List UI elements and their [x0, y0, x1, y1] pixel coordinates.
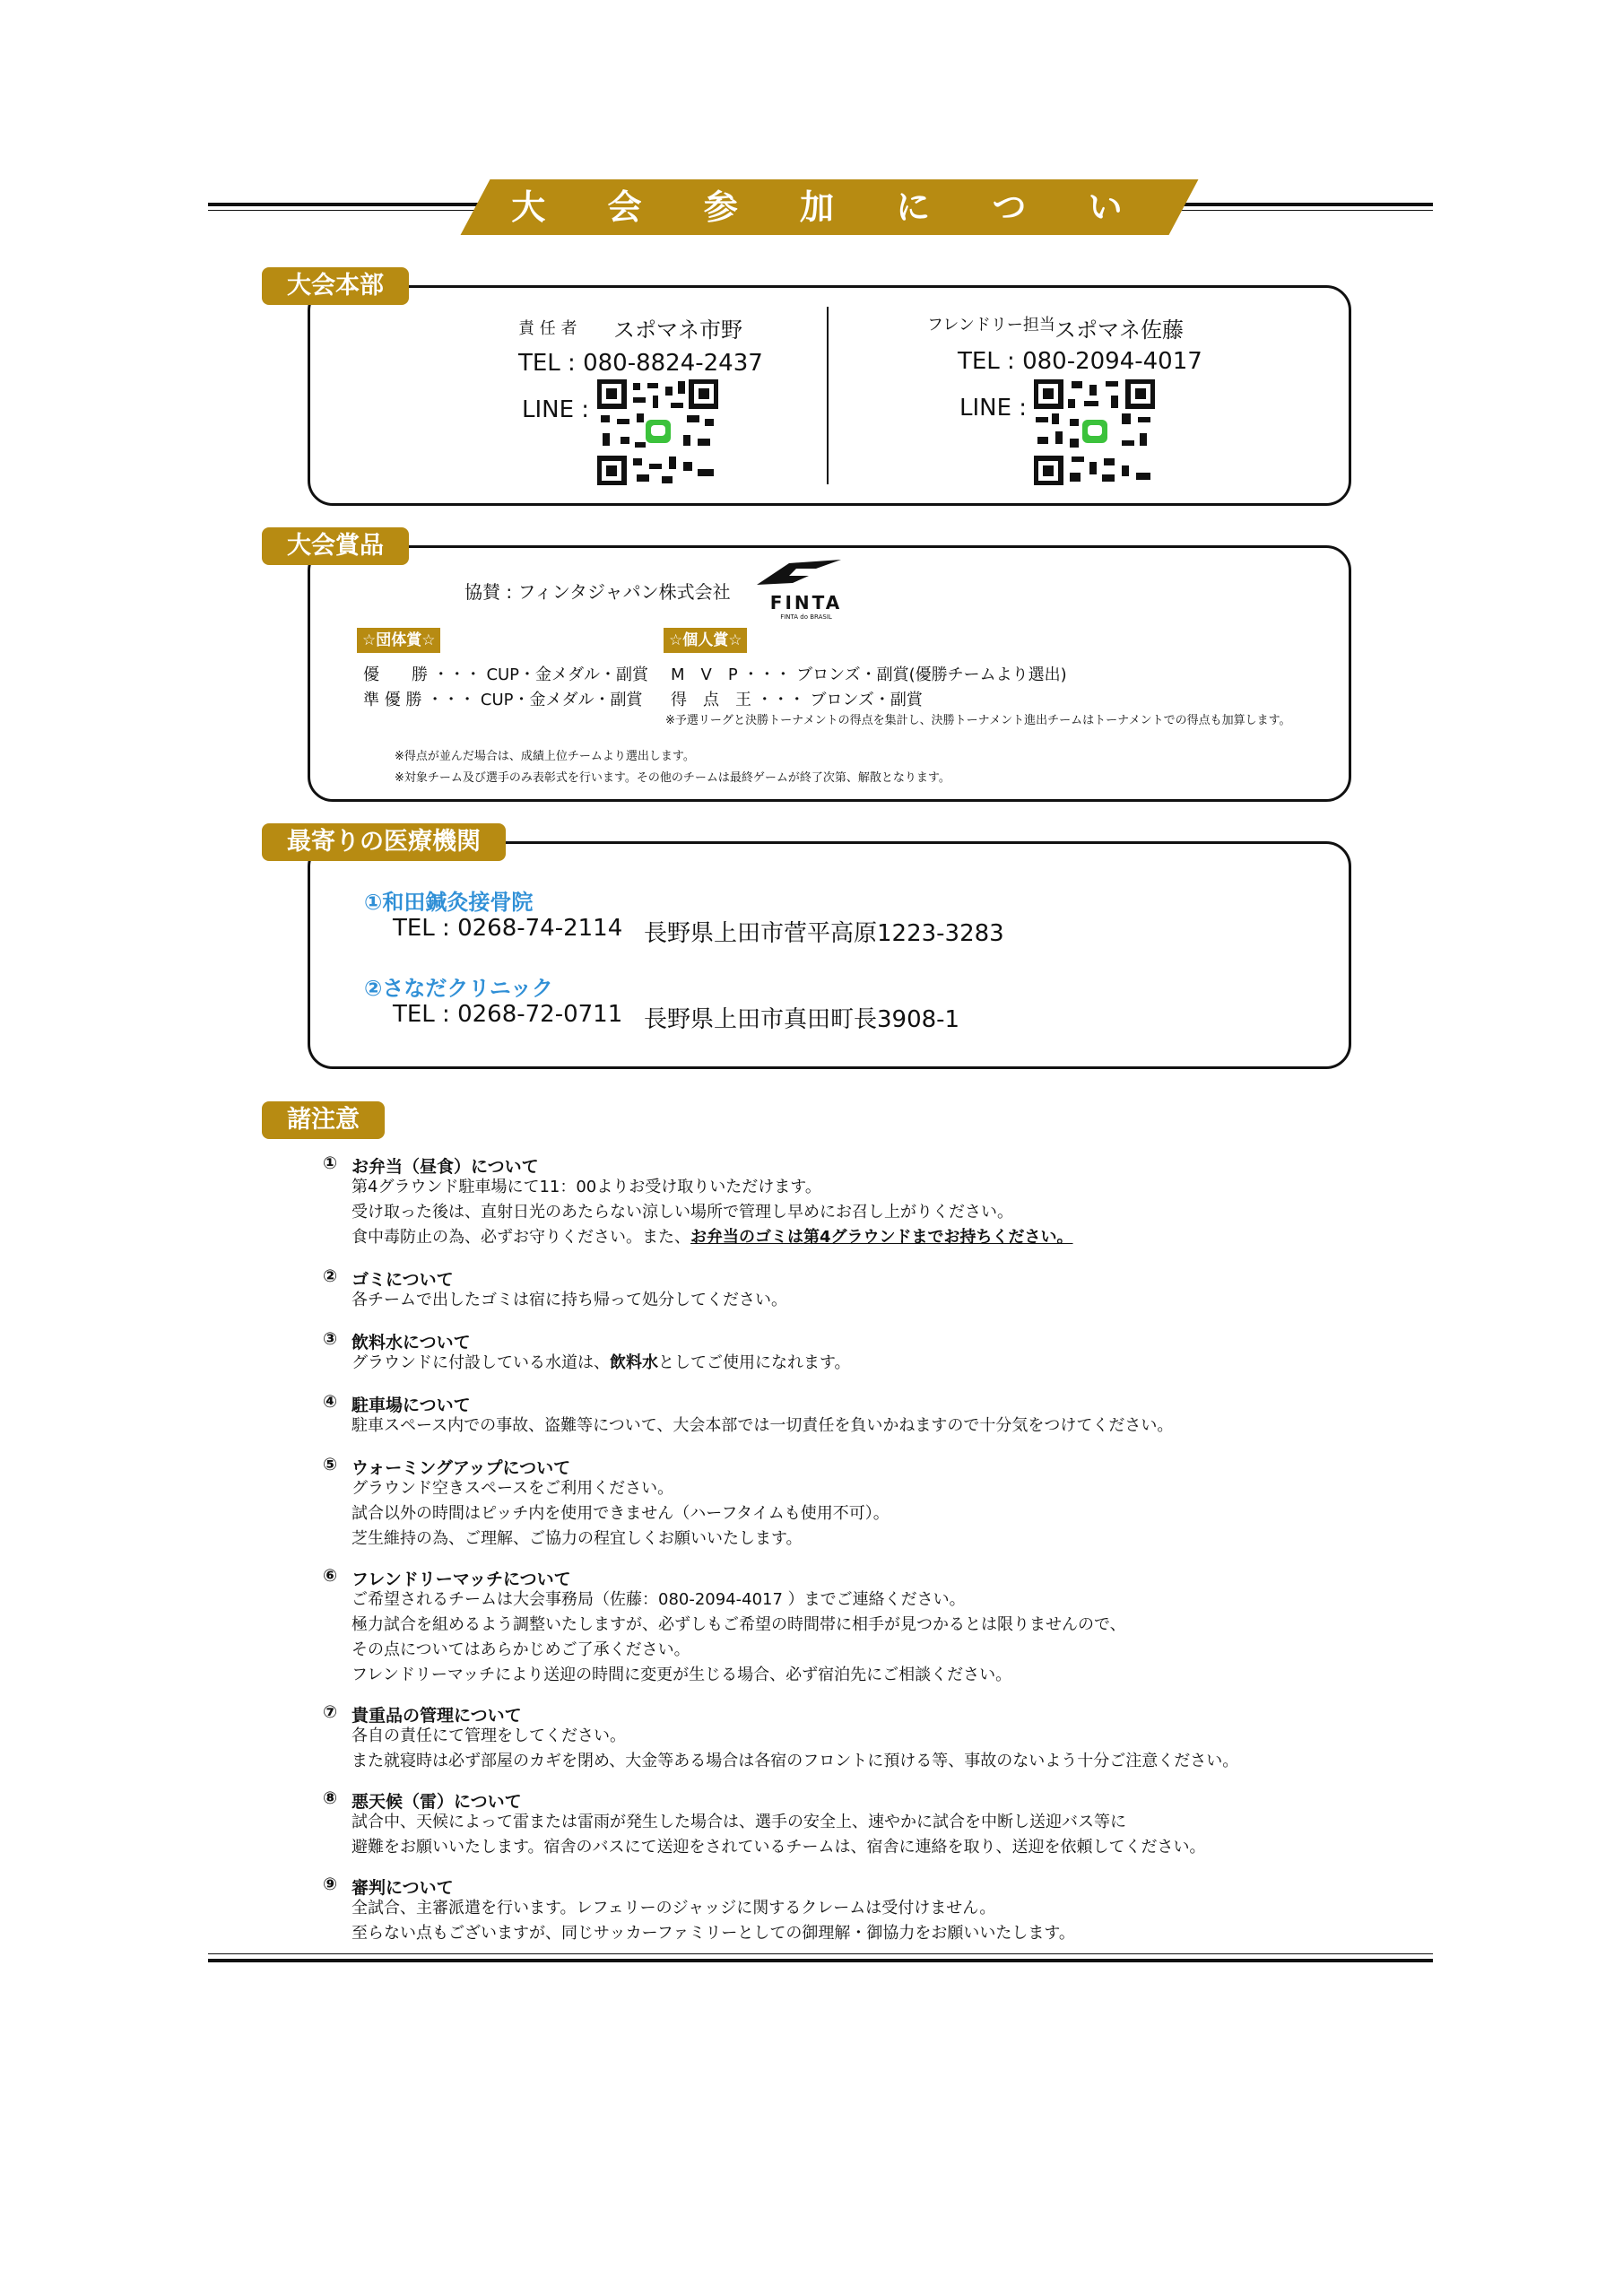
- notes-tag: 諸注意: [262, 1101, 385, 1139]
- note-line: また就寝時は必ず部屋のカギを閉め、大金等ある場合は各宿のフロントに預ける等、事故のないよう十分ご注意ください。: [352, 1752, 1239, 1770]
- hq-right-name: スポマネ佐藤: [1055, 317, 1184, 343]
- note-number: ⑥: [323, 1566, 338, 1586]
- note-body: [352, 1476, 890, 1552]
- qr-code-icon[interactable]: [1034, 379, 1155, 485]
- note-heading: フレンドリーマッチについて: [352, 1570, 571, 1589]
- finta-swoosh-icon: [753, 558, 859, 588]
- note-body: [352, 1810, 1206, 1860]
- footer-rule: [208, 1959, 1433, 1962]
- prizes-tag: 大会賞品: [262, 527, 409, 565]
- hq-right-tel: TEL : 080-2094-4017: [958, 348, 1202, 375]
- note-line: グラウンド空きスペースをご利用ください。: [352, 1479, 674, 1498]
- note-heading: ゴミについて: [352, 1270, 454, 1290]
- team-award-row-1: 優 勝 ・・・ CUP・金メダル・副賞: [363, 665, 649, 684]
- note-heading: 駐車場について: [352, 1396, 471, 1415]
- note-heading: ウォーミングアップについて: [352, 1458, 571, 1478]
- note-line: 試合以外の時間はピッチ内を使用できません（ハーフタイムも使用不可）。: [352, 1504, 890, 1523]
- hq-divider: [827, 307, 829, 484]
- note-number: ⑦: [323, 1702, 338, 1722]
- note-body: [352, 1351, 851, 1376]
- note-number: ②: [323, 1266, 338, 1286]
- team-award-row-2: 準 優 勝 ・・・ CUP・金メダル・副賞: [363, 691, 643, 709]
- finta-logo: [753, 558, 859, 621]
- note-number: ③: [323, 1329, 338, 1349]
- finta-logo-text: FINTA: [769, 592, 843, 613]
- note-line-text: としてご使用になれます。: [658, 1353, 851, 1372]
- note-number: ⑨: [323, 1874, 338, 1894]
- sponsor-text: 協賛 : フィンタジャパン株式会社: [464, 581, 731, 603]
- note-body: [352, 1724, 1238, 1774]
- note-line: ご希望されるチームは大会事務局（佐藤：080-2094-4017 ）までご連絡ください。: [352, 1590, 966, 1609]
- clinic-name-2: ②さなだクリニック: [364, 976, 553, 1001]
- note-line: 第4グラウンド駐車場にて11：00よりお受け取りいただけます。: [352, 1178, 821, 1196]
- note-line: [352, 1225, 1073, 1250]
- note-line: 受け取った後は、直射日光のあたらない涼しい場所で管理し早めにお召し上がりください。: [352, 1203, 1013, 1222]
- footer-rule-thin: [208, 1953, 1433, 1954]
- hq-right-line: LINE :: [959, 395, 1028, 422]
- hq-left-line: LINE :: [522, 396, 590, 423]
- qr-code-icon[interactable]: [597, 379, 718, 485]
- note-line: 至らない点もございますが、同じサッカーファミリーとしての御理解・御協力をお願いいたします。: [352, 1924, 1075, 1943]
- note-body: [352, 1587, 1126, 1688]
- note-line: 各自の責任にて管理をしてください。: [352, 1726, 626, 1745]
- note-line: [352, 1351, 851, 1376]
- prize-note-2: ※対象チーム及び選手のみ表彰式を行います。その他のチームは最終ゲームが終了次第、解散となります。: [395, 771, 950, 785]
- note-line: フレンドリーマッチにより送迎の時間に変更が生じる場合、必ず宿泊先にご相談ください。: [352, 1665, 1012, 1684]
- note-line-text: 食中毒防止の為、必ずお守りください。また、: [352, 1228, 690, 1247]
- note-heading: お弁当（昼食）について: [352, 1157, 539, 1177]
- clinic-tel-1: TEL : 0268-74-2114: [393, 915, 623, 942]
- individual-award-note: ※予選リーグと決勝トーナメントの得点を集計し、決勝トーナメント進出チームはトーナメントでの得点も加算します。: [665, 714, 1291, 727]
- medical-box: [308, 841, 1351, 1069]
- hq-right-role: フレンドリー担当: [927, 316, 1055, 335]
- note-line-text: グラウンドに付設している水道は、: [352, 1353, 610, 1372]
- note-heading: 飲料水について: [352, 1333, 471, 1352]
- clinic-name-1: ①和田鍼灸接骨院: [364, 890, 534, 915]
- note-line: その点についてはあらかじめご了承ください。: [352, 1640, 690, 1659]
- medical-tag: 最寄りの医療機関: [262, 823, 506, 861]
- note-line: 全試合、主審派遣を行います。レフェリーのジャッジに関するクレームは受付けません。: [352, 1899, 996, 1918]
- note-body: [352, 1175, 1073, 1250]
- hq-left-tel: TEL : 080-8824-2437: [518, 350, 763, 377]
- hq-left-name: スポマネ市野: [613, 317, 742, 343]
- note-emphasis: 飲料水: [610, 1353, 658, 1372]
- note-line: 試合中、天候によって雷または雷雨が発生した場合は、選手の安全上、速やかに試合を中断し送迎バス等に: [352, 1813, 1126, 1831]
- note-line: 駐車スペース内での事故、盗難等について、大会本部では一切責任を負いかねますので十分気をつけてください。: [352, 1416, 1174, 1435]
- note-body: [352, 1288, 787, 1313]
- note-body: [352, 1413, 1173, 1439]
- note-line: 芝生維持の為、ご理解、ご協力の程宜しくお願いいたします。: [352, 1529, 803, 1548]
- individual-award-row-1: M V P ・・・ ブロンズ・副賞(優勝チームより選出): [671, 665, 1067, 684]
- note-body: [352, 1896, 1075, 1946]
- note-number: ⑧: [323, 1788, 338, 1808]
- page-title: 大 会 参 加 に つ い て: [511, 187, 1148, 283]
- finta-logo-sub: FINTA do BRASIL: [780, 613, 832, 621]
- team-award-label: ☆団体賞☆: [357, 628, 440, 653]
- note-line: 極力試合を組めるよう調整いたしますが、必ずしもご希望の時間帯に相手が見つかるとは限りませんので、: [352, 1615, 1126, 1634]
- clinic-address-2: 長野県上田市真田町長3908-1: [644, 1006, 960, 1033]
- hq-box: [308, 285, 1351, 506]
- individual-award-row-2: 得 点 王 ・・・ ブロンズ・副賞: [671, 691, 923, 709]
- note-line: 避難をお願いいたします。宿舎のバスにて送迎をされているチームは、宿舎に連絡を取り、送迎を依頼してください。: [352, 1838, 1206, 1857]
- note-line: 各チームで出したゴミは宿に持ち帰って処分してください。: [352, 1291, 787, 1309]
- individual-award-label: ☆個人賞☆: [664, 628, 747, 653]
- note-number: ⑤: [323, 1455, 338, 1474]
- note-emphasis: お弁当のゴミは第4グラウンドまでお持ちください。: [690, 1228, 1073, 1247]
- note-number: ④: [323, 1392, 338, 1412]
- note-number: ①: [323, 1153, 338, 1173]
- note-heading: 悪天候（雷）について: [352, 1792, 522, 1812]
- clinic-address-1: 長野県上田市菅平高原1223-3283: [644, 920, 1004, 947]
- prize-note-1: ※得点が並んだ場合は、成績上位チームより選出します。: [395, 750, 695, 763]
- clinic-tel-2: TEL : 0268-72-0711: [393, 1001, 623, 1028]
- note-heading: 審判について: [352, 1878, 454, 1898]
- note-heading: 貴重品の管理について: [352, 1706, 522, 1726]
- hq-tag: 大会本部: [262, 267, 409, 305]
- hq-left-role: 責 任 者: [518, 319, 577, 338]
